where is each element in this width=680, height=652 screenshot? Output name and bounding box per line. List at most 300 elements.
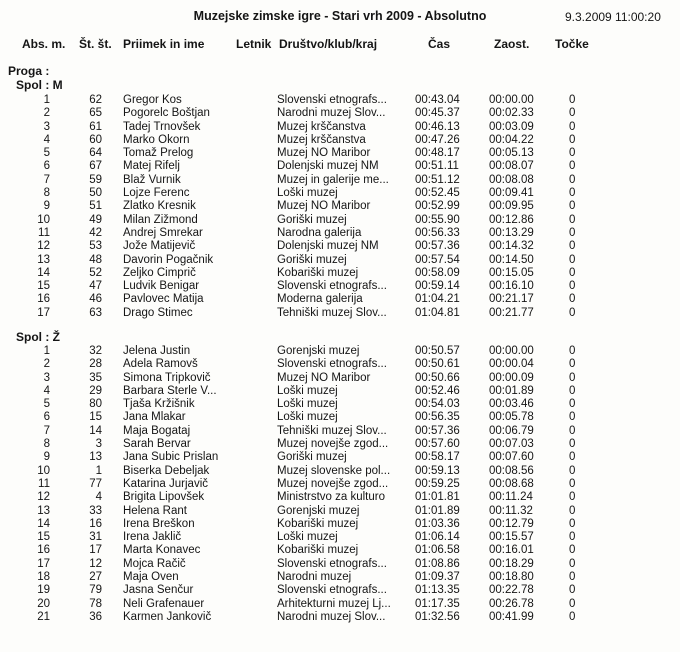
competitor-name-cell: Jasna Senčur	[123, 584, 194, 597]
time-cell: 01:04.81	[415, 306, 460, 319]
competitor-name-cell: Tadej Trnovšek	[123, 120, 201, 133]
competitor-name-cell: Maja Oven	[123, 571, 179, 584]
gap-cell: 00:12.79	[489, 517, 534, 530]
gap-cell: 00:07.60	[489, 451, 534, 464]
competitor-name-cell: Matej Rifelj	[123, 160, 180, 173]
points-cell: 0	[569, 610, 576, 623]
table-row	[0, 558, 680, 571]
competitor-name-cell: Andrej Smrekar	[123, 226, 203, 239]
group-label-women: Spol : Ž	[16, 330, 60, 344]
results-list-women	[0, 345, 680, 624]
gap-cell: 00:02.33	[489, 107, 534, 120]
start-number-cell: 14	[89, 424, 102, 437]
gap-cell: 00:01.89	[489, 384, 534, 397]
col-header-year: Letnik	[236, 37, 272, 51]
start-number-cell: 61	[89, 120, 102, 133]
rank-cell: 14	[37, 517, 50, 530]
club-cell: Goriški muzej	[277, 451, 347, 464]
start-number-cell: 28	[89, 358, 102, 371]
points-cell: 0	[569, 120, 576, 133]
gap-cell: 00:09.95	[489, 200, 534, 213]
club-cell: Kobariški muzej	[277, 544, 359, 557]
table-row	[0, 372, 680, 385]
gap-cell: 00:11.32	[489, 504, 533, 517]
club-cell: Slovenski etnografs...	[277, 94, 387, 106]
points-cell: 0	[569, 411, 576, 424]
club-cell: Slovenski etnografs...	[277, 557, 387, 570]
points-cell: 0	[569, 213, 576, 226]
time-cell: 01:03.36	[415, 517, 460, 530]
rank-cell: 3	[43, 120, 50, 133]
rank-cell: 11	[38, 477, 50, 490]
gap-cell: 00:04.22	[489, 133, 534, 146]
gap-cell: 00:05.13	[489, 147, 534, 160]
time-cell: 00:50.57	[415, 345, 460, 357]
club-cell: Kobariški muzej	[277, 266, 359, 279]
time-cell: 00:57.60	[415, 438, 460, 451]
rank-cell: 20	[37, 597, 50, 610]
club-cell: Loški muzej	[277, 531, 338, 544]
club-cell: Loški muzej	[277, 384, 338, 397]
time-cell: 00:56.35	[415, 411, 460, 424]
start-number-cell: 79	[89, 584, 102, 597]
points-cell: 0	[569, 491, 576, 504]
time-cell: 01:09.37	[415, 571, 460, 584]
gap-cell: 00:05.78	[489, 411, 534, 424]
club-cell: Loški muzej	[277, 398, 338, 411]
rank-cell: 12	[37, 240, 50, 253]
table-row	[0, 611, 680, 624]
points-cell: 0	[569, 398, 576, 411]
competitor-name-cell: Biserka Debeljak	[123, 464, 210, 477]
gap-cell: 00:08.68	[489, 477, 534, 490]
competitor-name-cell: Neli Grafenauer	[123, 597, 205, 610]
club-cell: Moderna galerija	[277, 293, 363, 306]
start-number-cell: 3	[95, 438, 102, 451]
start-number-cell: 53	[89, 240, 102, 253]
gap-cell: 00:03.09	[489, 120, 534, 133]
points-cell: 0	[569, 584, 576, 597]
rank-cell: 16	[37, 293, 50, 306]
points-cell: 0	[569, 424, 576, 437]
club-cell: Ministrstvo za kulturo	[277, 491, 386, 504]
rank-cell: 1	[43, 345, 50, 357]
rank-cell: 1	[43, 94, 50, 106]
table-row	[0, 293, 680, 306]
time-cell: 00:57.36	[415, 424, 460, 437]
start-number-cell: 49	[89, 213, 102, 226]
points-cell: 0	[569, 544, 576, 557]
club-cell: Muzej NO Maribor	[277, 371, 371, 384]
competitor-name-cell: Pavlovec Matija	[123, 293, 204, 306]
start-number-cell: 59	[89, 173, 102, 186]
competitor-name-cell: Drago Štimec	[123, 306, 193, 319]
start-number-cell: 42	[89, 226, 102, 239]
rank-cell: 7	[43, 173, 50, 186]
competitor-name-cell: Brigita Lipovšek	[123, 491, 205, 504]
gap-cell: 00:41.99	[489, 610, 534, 623]
start-number-cell: 51	[89, 200, 102, 213]
time-cell: 01:32.56	[415, 610, 460, 623]
points-cell: 0	[569, 477, 576, 490]
start-number-cell: 36	[89, 610, 102, 623]
gap-cell: 00:12.86	[489, 213, 534, 226]
time-cell: 01:17.35	[415, 597, 460, 610]
table-row	[0, 385, 680, 398]
table-row	[0, 187, 680, 200]
competitor-name-cell: Mojca Račič	[123, 557, 186, 570]
start-number-cell: 17	[89, 544, 102, 557]
competitor-name-cell: Maja Bogataj	[123, 424, 191, 437]
competitor-name-cell: Marta Konavec	[123, 544, 201, 557]
table-row	[0, 267, 680, 280]
club-cell: Slovenski etnografs...	[277, 584, 387, 597]
table-row	[0, 160, 680, 173]
table-row	[0, 411, 680, 424]
rank-cell: 8	[43, 187, 50, 200]
time-cell: 00:54.03	[415, 398, 460, 411]
start-number-cell: 47	[89, 280, 102, 293]
gap-cell: 00:08.07	[489, 160, 534, 173]
competitor-name-cell: Tjaša Kržišnik	[123, 398, 195, 411]
club-cell: Muzej slovenske pol...	[277, 464, 391, 477]
time-cell: 01:06.58	[415, 544, 460, 557]
time-cell: 00:47.26	[415, 133, 460, 146]
points-cell: 0	[569, 147, 576, 160]
table-row	[0, 200, 680, 213]
points-cell: 0	[569, 517, 576, 530]
gap-cell: 00:11.24	[489, 491, 533, 504]
start-number-cell: 1	[95, 464, 102, 477]
points-cell: 0	[569, 571, 576, 584]
table-row	[0, 107, 680, 120]
rank-cell: 5	[43, 147, 50, 160]
club-cell: Tehniški muzej Slov...	[277, 306, 387, 319]
points-cell: 0	[569, 133, 576, 146]
rank-cell: 5	[43, 398, 50, 411]
start-number-cell: 15	[89, 411, 102, 424]
gap-cell: 00:16.10	[489, 280, 534, 293]
start-number-cell: 16	[89, 517, 102, 530]
club-cell: Muzej novejše zgod...	[277, 438, 389, 451]
club-cell: Dolenjski muzej NM	[277, 240, 379, 253]
results-list-men	[0, 94, 680, 320]
rank-cell: 18	[37, 571, 50, 584]
club-cell: Muzej NO Maribor	[277, 200, 371, 213]
rank-cell: 4	[43, 133, 50, 146]
club-cell: Muzej krščanstva	[277, 120, 366, 133]
points-cell: 0	[569, 504, 576, 517]
start-number-cell: 60	[89, 133, 102, 146]
start-number-cell: 67	[89, 160, 102, 173]
competitor-name-cell: Barbara Sterle V...	[123, 384, 217, 397]
gap-cell: 00:06.79	[489, 424, 534, 437]
time-cell: 00:57.54	[415, 253, 460, 266]
competitor-name-cell: Jože Matijevič	[123, 240, 196, 253]
time-cell: 01:06.14	[415, 531, 460, 544]
competitor-name-cell: Marko Okorn	[123, 133, 190, 146]
competitor-name-cell: Jana Šubic Prislan	[123, 451, 219, 464]
competitor-name-cell: Irena Breškon	[123, 517, 195, 530]
club-cell: Muzej krščanstva	[277, 133, 366, 146]
table-row	[0, 307, 680, 320]
time-cell: 00:52.99	[415, 200, 460, 213]
rank-cell: 10	[37, 213, 50, 226]
table-row	[0, 518, 680, 531]
competitor-name-cell: Željko Cimprič	[123, 266, 196, 279]
time-cell: 00:58.09	[415, 266, 460, 279]
gap-cell: 00:18.29	[489, 557, 534, 570]
rank-cell: 2	[43, 107, 50, 120]
points-cell: 0	[569, 531, 576, 544]
col-header-name: Priimek in ime	[123, 37, 205, 51]
rank-cell: 14	[37, 266, 50, 279]
club-cell: Narodna galerija	[277, 226, 362, 239]
gap-cell: 00:09.41	[489, 187, 534, 200]
competitor-name-cell: Milan Žižmond	[123, 213, 198, 226]
time-cell: 00:48.17	[415, 147, 460, 160]
club-cell: Goriški muzej	[277, 253, 347, 266]
time-cell: 00:51.11	[415, 160, 459, 173]
gap-cell: 00:14.50	[489, 253, 534, 266]
time-cell: 00:59.14	[415, 280, 460, 293]
club-cell: Loški muzej	[277, 411, 338, 424]
time-cell: 00:57.36	[415, 240, 460, 253]
start-number-cell: 33	[89, 504, 102, 517]
competitor-name-cell: Helena Rant	[123, 504, 187, 517]
club-cell: Muzej NO Maribor	[277, 147, 371, 160]
rank-cell: 15	[37, 280, 50, 293]
time-cell: 01:13.35	[415, 584, 460, 597]
points-cell: 0	[569, 306, 576, 319]
time-cell: 01:01.89	[415, 504, 460, 517]
gap-cell: 00:22.78	[489, 584, 534, 597]
gap-cell: 00:08.56	[489, 464, 534, 477]
competitor-name-cell: Irena Jaklič	[123, 531, 182, 544]
rank-cell: 9	[43, 200, 50, 213]
page-title: Muzejske zimske igre - Stari vrh 2009 - Absolutno	[193, 9, 487, 23]
rank-cell: 6	[43, 411, 50, 424]
club-cell: Narodni muzej	[277, 571, 352, 584]
club-cell: Gorenjski muzej	[277, 345, 360, 357]
club-cell: Narodni muzej Slov...	[277, 107, 386, 120]
points-cell: 0	[569, 464, 576, 477]
points-cell: 0	[569, 371, 576, 384]
start-number-cell: 65	[89, 107, 102, 120]
club-cell: Gorenjski muzej	[277, 504, 360, 517]
rank-cell: 11	[38, 226, 50, 239]
table-row	[0, 254, 680, 267]
points-cell: 0	[569, 345, 576, 357]
rank-cell: 9	[43, 451, 50, 464]
gap-cell: 00:00.04	[489, 358, 534, 371]
table-row	[0, 598, 680, 611]
time-cell: 01:08.86	[415, 557, 460, 570]
col-header-club: Društvo/klub/kraj	[279, 37, 378, 51]
table-row	[0, 147, 680, 160]
start-number-cell: 29	[89, 384, 102, 397]
time-cell: 00:59.25	[415, 477, 460, 490]
rank-cell: 10	[37, 464, 50, 477]
gap-cell: 00:00.09	[489, 371, 534, 384]
table-row	[0, 425, 680, 438]
start-number-cell: 78	[89, 597, 102, 610]
table-row	[0, 227, 680, 240]
rank-cell: 15	[37, 531, 50, 544]
table-row	[0, 478, 680, 491]
competitor-name-cell: Sarah Bervar	[123, 438, 191, 451]
table-row	[0, 358, 680, 371]
start-number-cell: 35	[89, 371, 102, 384]
points-cell: 0	[569, 107, 576, 120]
start-number-cell: 50	[89, 187, 102, 200]
start-number-cell: 13	[89, 451, 102, 464]
table-row	[0, 121, 680, 134]
club-cell: Slovenski etnografs...	[277, 358, 387, 371]
start-number-cell: 52	[89, 266, 102, 279]
col-header-start-no: Št. št.	[79, 37, 112, 51]
rank-cell: 7	[43, 424, 50, 437]
competitor-name-cell: Jana Mlakar	[123, 411, 186, 424]
time-cell: 00:58.17	[415, 451, 460, 464]
points-cell: 0	[569, 280, 576, 293]
club-cell: Tehniški muzej Slov...	[277, 424, 387, 437]
table-row	[0, 345, 680, 358]
start-number-cell: 12	[89, 557, 102, 570]
competitor-name-cell: Adela Ramovš	[123, 358, 198, 371]
rank-cell: 6	[43, 160, 50, 173]
club-cell: Dolenjski muzej NM	[277, 160, 379, 173]
gap-cell: 00:26.78	[489, 597, 534, 610]
rank-cell: 12	[37, 491, 50, 504]
table-row	[0, 571, 680, 584]
col-header-points: Točke	[555, 37, 589, 51]
table-row	[0, 94, 680, 107]
points-cell: 0	[569, 438, 576, 451]
time-cell: 00:46.13	[415, 120, 460, 133]
competitor-name-cell: Ludvik Benigar	[123, 280, 200, 293]
start-number-cell: 46	[89, 293, 102, 306]
rank-cell: 21	[37, 610, 50, 623]
start-number-cell: 80	[89, 398, 102, 411]
points-cell: 0	[569, 384, 576, 397]
start-number-cell: 63	[89, 306, 102, 319]
start-number-cell: 77	[89, 477, 102, 490]
competitor-name-cell: Zlatko Kresnik	[123, 200, 196, 213]
gap-cell: 00:00.00	[489, 345, 534, 357]
table-row	[0, 280, 680, 293]
competitor-name-cell: Karmen Jankovič	[123, 610, 212, 623]
table-row	[0, 134, 680, 147]
rank-cell: 13	[37, 504, 50, 517]
competitor-name-cell: Gregor Kos	[123, 94, 182, 106]
rank-cell: 4	[43, 384, 50, 397]
club-cell: Slovenski etnografs...	[277, 280, 387, 293]
competitor-name-cell: Davorin Pogačnik	[123, 253, 214, 266]
table-row	[0, 505, 680, 518]
table-row	[0, 544, 680, 557]
gap-cell: 00:21.17	[489, 293, 534, 306]
table-row	[0, 214, 680, 227]
table-row	[0, 584, 680, 597]
time-cell: 00:52.45	[415, 187, 460, 200]
rank-cell: 17	[37, 557, 50, 570]
col-header-gap: Zaost.	[494, 37, 530, 51]
gap-cell: 00:03.46	[489, 398, 534, 411]
table-row	[0, 398, 680, 411]
rank-cell: 13	[37, 253, 50, 266]
competitor-name-cell: Katarina Jurjavič	[123, 477, 209, 490]
points-cell: 0	[569, 173, 576, 186]
rank-cell: 16	[37, 544, 50, 557]
time-cell: 01:01.81	[415, 491, 460, 504]
gap-cell: 00:13.29	[489, 226, 534, 239]
rank-cell: 17	[37, 306, 50, 319]
club-cell: Goriški muzej	[277, 213, 347, 226]
competitor-name-cell: Pogorelc Boštjan	[123, 107, 210, 120]
club-cell: Arhitekturni muzej Lj...	[277, 597, 391, 610]
points-cell: 0	[569, 597, 576, 610]
gap-cell: 00:21.77	[489, 306, 534, 319]
table-row	[0, 240, 680, 253]
points-cell: 0	[569, 451, 576, 464]
points-cell: 0	[569, 187, 576, 200]
club-cell: Loški muzej	[277, 187, 338, 200]
print-timestamp: 9.3.2009 11:00:20	[565, 10, 661, 24]
table-row	[0, 438, 680, 451]
start-number-cell: 4	[95, 491, 102, 504]
gap-cell: 00:14.32	[489, 240, 534, 253]
time-cell: 00:43.04	[415, 94, 460, 106]
points-cell: 0	[569, 200, 576, 213]
time-cell: 00:55.90	[415, 213, 460, 226]
gap-cell: 00:15.05	[489, 266, 534, 279]
time-cell: 01:04.21	[415, 293, 460, 306]
time-cell: 00:59.13	[415, 464, 460, 477]
course-label: Proga :	[8, 64, 50, 78]
time-cell: 00:50.61	[415, 358, 460, 371]
table-row	[0, 531, 680, 544]
competitor-name-cell: Lojze Ferenc	[123, 187, 190, 200]
points-cell: 0	[569, 293, 576, 306]
start-number-cell: 31	[89, 531, 102, 544]
table-row	[0, 451, 680, 464]
start-number-cell: 62	[89, 94, 102, 106]
start-number-cell: 27	[89, 571, 102, 584]
gap-cell: 00:16.01	[489, 544, 534, 557]
points-cell: 0	[569, 160, 576, 173]
time-cell: 00:51.12	[415, 173, 460, 186]
club-cell: Narodni muzej Slov...	[277, 610, 386, 623]
gap-cell: 00:00.00	[489, 94, 534, 106]
time-cell: 00:52.46	[415, 384, 460, 397]
rank-cell: 2	[43, 358, 50, 371]
time-cell: 00:56.33	[415, 226, 460, 239]
rank-cell: 3	[43, 371, 50, 384]
group-label-men: Spol : M	[16, 78, 63, 92]
col-header-rank: Abs. m.	[22, 37, 66, 51]
competitor-name-cell: Simona Tripkovič	[123, 371, 211, 384]
col-header-time: Čas	[428, 37, 451, 51]
rank-cell: 19	[37, 584, 50, 597]
points-cell: 0	[569, 557, 576, 570]
points-cell: 0	[569, 226, 576, 239]
start-number-cell: 64	[89, 147, 102, 160]
points-cell: 0	[569, 266, 576, 279]
points-cell: 0	[569, 94, 576, 106]
gap-cell: 00:08.08	[489, 173, 534, 186]
table-row	[0, 174, 680, 187]
